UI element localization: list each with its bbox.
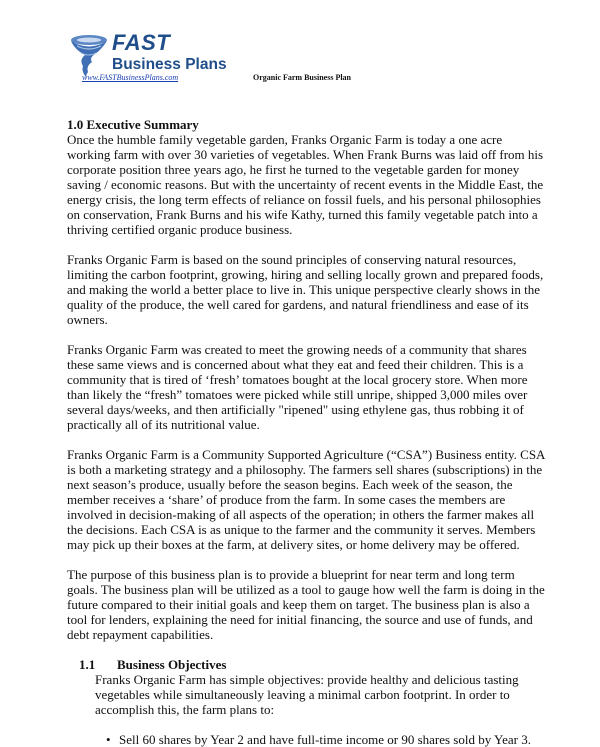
list-item-text: Sell 60 shares by Year 2 and have full-time income or 90 shares sold by Year 3. xyxy=(119,732,531,747)
section-heading-business-objectives xyxy=(79,657,547,672)
paragraph: Once the humble family vegetable garden, Franks Organic Farm is today a one acre working farm with over 30 varieties of vegetables. When Frank Burns was laid off from his corporate position three years ago, he first he turned to the vegetable garden for money saving / economic reasons. But with the uncertainty of recent events in the Middle East, the energy crisis, the long term effects of reliance on fossil fuels, and his personal philosophies on conservation, Frank Burns and his wife Kathy, turned this family vegetable patch into a thriving certified organic produce business. xyxy=(67,132,544,237)
document-body xyxy=(67,117,547,747)
bullet-icon: • xyxy=(106,732,111,747)
objectives-list xyxy=(67,732,547,747)
paragraph: The purpose of this business plan is to provide a blueprint for near term and long term goals. The business plan will be utilized as a tool to gauge how well the farm is doing in the future compared to their initial goals and keep them on target. The business plan is also a tool for lenders, explaining the need for initial financing, the source and use of funds, and debt repayment capabilities. xyxy=(67,567,545,642)
objectives-intro: Franks Organic Farm has simple objectives: provide healthy and delicious tasting vegetables while simultaneously leaving a minimal carbon footprint. In order to accomplish this, the farm plans to: xyxy=(95,672,519,717)
list-item xyxy=(106,732,547,747)
logo-word-business-plans: Business Plans xyxy=(112,56,227,73)
document-title: Organic Farm Business Plan xyxy=(253,73,352,82)
paragraph: Franks Organic Farm is based on the sound principles of conserving natural resources, limiting the carbon footprint, growing, hiring and selling locally grown and prepared foods, and making the world a better place to live in. This unique perspective clearly shows in the quality of the produce, the well cared for gardens, and natural friendliness and ease of its owners. xyxy=(67,252,544,327)
section-heading-executive-summary: 1.0 Executive Summary xyxy=(67,117,199,132)
paragraph: Franks Organic Farm is a Community Supported Agriculture (“CSA”) Business entity. CSA is both a marketing strategy and a philosophy. The farmers sell shares (subscriptions) in the next season’s produce, usually before the season begins. Each week of the season, the member receives a ‘share’ of produce from the farm. In some cases the members are involved in decision-making of all aspects of the operation; in others the farmer makes all the decisions. Each CSA is as unique to the farmer and the community it serves. Members may pick up their boxes at the farm, at delivery sites, or home delivery may be offered. xyxy=(67,447,545,552)
logo-word-fast: FAST xyxy=(112,30,171,55)
section-number: 1.1 xyxy=(79,657,96,672)
section-title: Business Objectives xyxy=(117,657,227,672)
paragraph: Franks Organic Farm was created to meet the growing needs of a community that shares these same views and is concerned about what they eat and feed their children. This is a community that is tired of ‘fresh’ tomatoes bought at the local grocery store. When more than likely the “fresh” tomatoes were picked while still unripe, shipped 3,000 miles over several days/weeks, and then artificially "ripened" using ethylene gas, thus robbing it of practically all of its nutritional value. xyxy=(67,342,528,432)
website-link[interactable]: www.FASTBusinessPlans.com xyxy=(82,73,179,82)
tornado-logo-icon xyxy=(68,32,110,78)
